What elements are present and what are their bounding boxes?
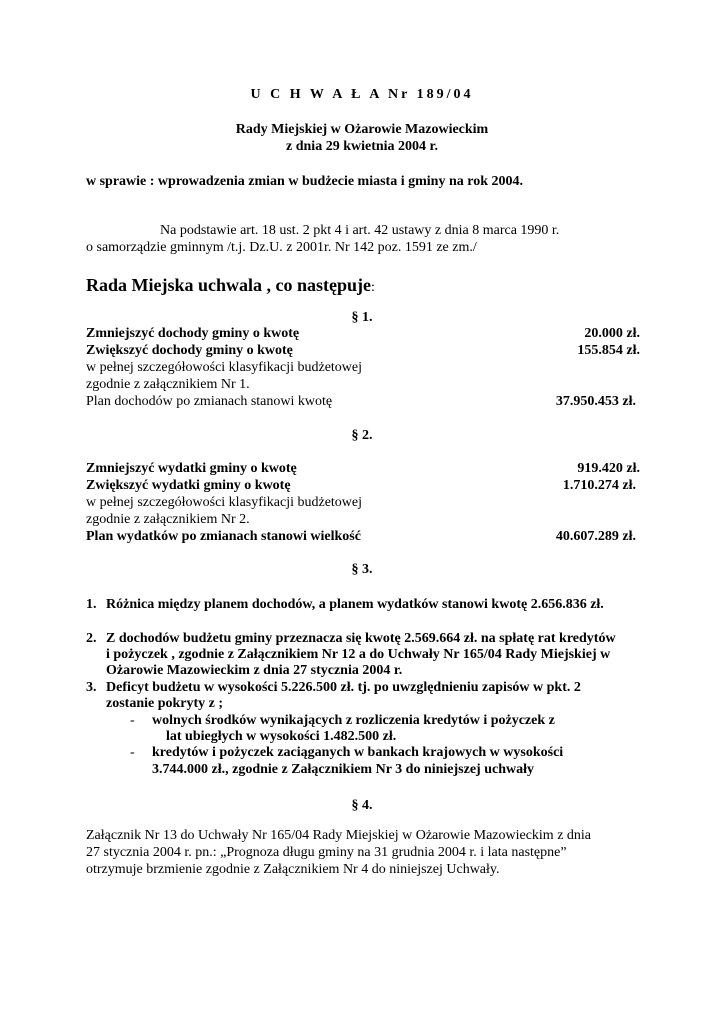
section-1-heading: § 1.: [351, 310, 373, 325]
s3-item-3-line-2: zostanie pokryty z ;: [106, 696, 224, 711]
s3-item-3-line-1: Deficyt budżetu w wysokości 5.226.500 zł. tj. po uwzględnieniu zapisów w pkt. 2: [106, 680, 581, 695]
s3-sub-1-dash: -: [130, 713, 135, 728]
section-2-heading: § 2.: [351, 428, 373, 443]
s3-item-2-line-1: Z dochodów budżetu gminy przeznacza się kwotę 2.569.664 zł. na spłatę rat kredytów: [106, 631, 616, 646]
s1-increase-income-amount: 155.854 zł.: [577, 343, 640, 358]
s4-line-1: Załącznik Nr 13 do Uchwały Nr 165/04 Rady Miejskiej w Ożarowie Mazowieckim z dnia: [86, 828, 592, 843]
s3-item-1-number: 1.: [86, 597, 97, 612]
s1-reduce-income-label: Zmniejszyć dochody gminy o kwotę: [86, 326, 300, 341]
s1-reduce-income-amount: 20.000 zł.: [584, 326, 640, 341]
s1-plan-amount: 37.950.453 zł.: [555, 394, 636, 409]
s3-sub-2-line-1: kredytów i pożyczek zaciąganych w bankach krajowych w wysokości: [152, 745, 564, 760]
resolves-colon: :: [371, 280, 375, 295]
s2-increase-expense-amount: 1.710.274 zł.: [562, 478, 636, 493]
resolution-title: U C H W A Ł A Nr 189/04: [250, 87, 474, 102]
legal-basis-line-2: o samorządzie gminnym /t.j. Dz.U. z 2001r. Nr 142 poz. 1591 ze zm./: [86, 240, 477, 255]
s2-plan-label: Plan wydatków po zmianach stanowi wielkość: [86, 529, 361, 544]
s2-reduce-expense-amount: 919.420 zł.: [577, 461, 640, 476]
resolves-text: Rada Miejska uchwala , co następuje: [86, 275, 372, 295]
s2-reduce-expense-label: Zmniejszyć wydatki gminy o kwotę: [86, 461, 297, 476]
s3-item-2-line-2: i pożyczek , zgodnie z Załącznikiem Nr 12 a do Uchwały Nr 165/04 Rady Miejskiej w: [106, 647, 611, 662]
council-name: Rady Miejskiej w Ożarowie Mazowieckim: [235, 122, 489, 137]
s3-item-1-text: Różnica między planem dochodów, a planem wydatków stanowi kwotę 2.656.836 zł.: [106, 597, 604, 612]
s1-detail-line-1: w pełnej szczegółowości klasyfikacji budżetowej: [86, 360, 363, 375]
s2-increase-expense-label: Zwiększyć wydatki gminy o kwotę: [86, 478, 291, 493]
resolution-date: z dnia 29 kwietnia 2004 r.: [286, 139, 438, 154]
resolution-subject: w sprawie : wprowadzenia zmian w budżecie miasta i gminy na rok 2004.: [86, 174, 523, 189]
s3-item-3-number: 3.: [86, 680, 97, 695]
s1-plan-label: Plan dochodów po zmianach stanowi kwotę: [86, 394, 333, 409]
section-3-heading: § 3.: [351, 562, 373, 577]
s1-detail-line-2: zgodnie z załącznikiem Nr 1.: [86, 377, 250, 392]
s3-sub-2-line-2: 3.744.000 zł., zgodnie z Załącznikiem Nr 3 do niniejszej uchwały: [152, 762, 534, 777]
s2-plan-amount: 40.607.289 zł.: [555, 529, 636, 544]
section-4-heading: § 4.: [351, 798, 373, 813]
legal-basis-line-1: Na podstawie art. 18 ust. 2 pkt 4 i art. 42 ustawy z dnia 8 marca 1990 r.: [160, 223, 560, 238]
s3-item-2-line-3: Ożarowie Mazowieckim z dnia 27 stycznia 2004 r.: [106, 663, 403, 678]
s3-item-2-number: 2.: [86, 631, 97, 646]
s2-detail-line-2: zgodnie z załącznikiem Nr 2.: [86, 512, 250, 527]
s3-sub-1-line-1: wolnych środków wynikających z rozliczenia kredytów i pożyczek z: [152, 713, 555, 728]
s3-sub-2-dash: -: [130, 745, 135, 760]
s2-detail-line-1: w pełnej szczegółowości klasyfikacji budżetowej: [86, 495, 363, 510]
s4-line-2: 27 stycznia 2004 r. pn.: „Prognoza długu gminy na 31 grudnia 2004 r. i lata następne”: [86, 845, 567, 860]
s3-sub-1-line-2: lat ubiegłych w wysokości 1.482.500 zł.: [166, 729, 397, 744]
resolves-heading: [86, 274, 375, 299]
s4-line-3: otrzymuje brzmienie zgodnie z Załącznikiem Nr 4 do niniejszej Uchwały.: [86, 862, 500, 877]
s1-increase-income-label: Zwiększyć dochody gminy o kwotę: [86, 343, 293, 358]
